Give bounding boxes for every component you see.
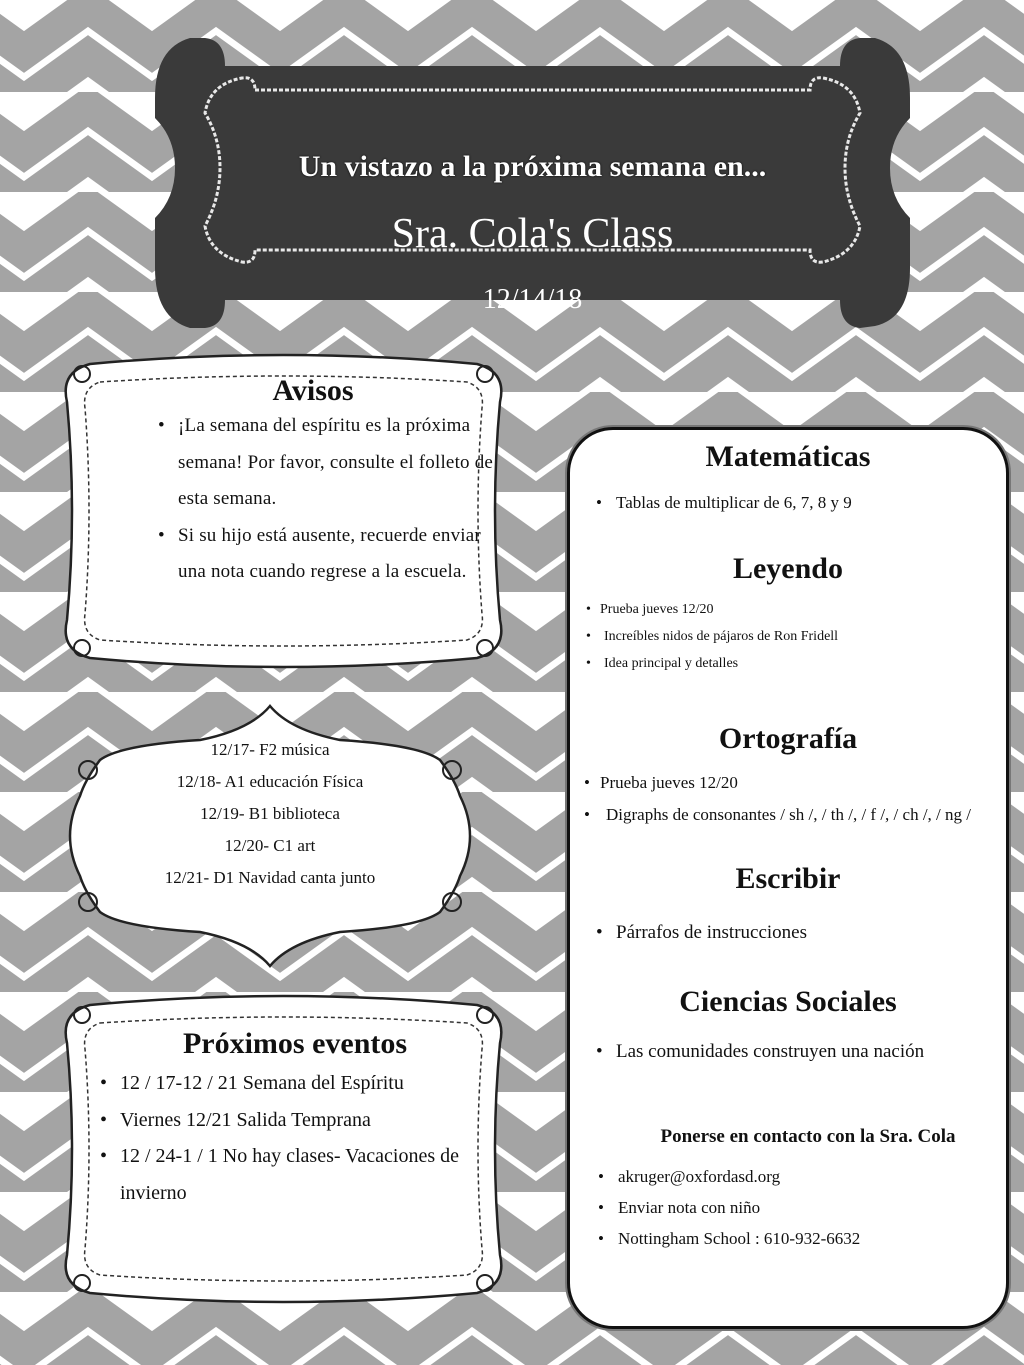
eventos-heading: Próximos eventos	[182, 1027, 408, 1060]
ortografia-heading: Ortografía	[718, 722, 858, 755]
leyendo-heading: Leyendo	[732, 552, 843, 585]
contact-list	[598, 1161, 988, 1254]
contact-heading: Ponerse en contacto con la Sra. Cola	[660, 1126, 956, 1147]
eventos-item: • 12 / 24-1 / 1 No hay clases- Vacaciones de invierno	[100, 1138, 490, 1211]
class-title: Sra. Cola's Class	[391, 211, 674, 257]
eventos-item: • Viernes 12/21 Salida Temprana	[100, 1102, 490, 1139]
avisos-list	[158, 408, 508, 591]
eventos-frame	[60, 993, 507, 1305]
ortografia-list	[584, 767, 984, 831]
schedule-frame	[60, 700, 480, 972]
ciencias-list	[596, 1039, 996, 1065]
newsletter-date: 12/14/18	[482, 284, 583, 315]
avisos-heading: Avisos	[272, 374, 354, 407]
schedule-list	[100, 734, 440, 894]
leyendo-list	[586, 596, 986, 677]
escribir-heading: Escribir	[735, 862, 841, 895]
avisos-frame	[60, 352, 507, 670]
eventos-list	[100, 1065, 490, 1211]
schedule-item: 12/17- F2 música	[210, 740, 330, 759]
leyendo-item: • Prueba jueves 12/20	[586, 596, 986, 623]
escribir-list	[596, 920, 986, 946]
leyendo-item: • Idea principal y detalles	[586, 650, 986, 677]
ciencias-item: • Las comunidades construyen una nación	[596, 1039, 996, 1065]
matematicas-item: • Tablas de multiplicar de 6, 7, 8 y 9	[596, 490, 986, 516]
subjects-card	[567, 427, 1009, 1329]
contact-phone: • Nottingham School : 610-932-6632	[598, 1223, 988, 1254]
schedule-item: 12/19- B1 biblioteca	[200, 804, 340, 823]
ortografia-item: • Prueba jueves 12/20	[584, 767, 984, 799]
escribir-item: • Párrafos de instrucciones	[596, 920, 986, 946]
avisos-item: • ¡La semana del espíritu es la próxima semana! Por favor, consulte el folleto de esta semana.	[158, 408, 508, 518]
matematicas-heading: Matemáticas	[705, 440, 871, 473]
contact-email: • akruger@oxfordasd.org	[598, 1161, 988, 1192]
ciencias-heading: Ciencias Sociales	[679, 985, 897, 1018]
schedule-item: 12/20- C1 art	[224, 836, 316, 855]
schedule-item: 12/18- A1 educación Física	[176, 772, 364, 791]
avisos-item: • Si su hijo está ausente, recuerde enviar una nota cuando regrese a la escuela.	[158, 518, 508, 591]
header-subtitle: Un vistazo a la próxima semana en...	[298, 150, 767, 183]
ortografia-item: • Digraphs de consonantes / sh /, / th /, / f /, / ch /, / ng /	[584, 799, 984, 831]
contact-item: • Enviar nota con niño	[598, 1192, 988, 1223]
matematicas-list	[596, 490, 986, 516]
eventos-item: • 12 / 17-12 / 21 Semana del Espíritu	[100, 1065, 490, 1102]
leyendo-item: • Increíbles nidos de pájaros de Ron Fridell	[586, 623, 986, 650]
header-chalkboard	[155, 38, 910, 328]
schedule-item: 12/21- D1 Navidad canta junto	[164, 868, 376, 887]
